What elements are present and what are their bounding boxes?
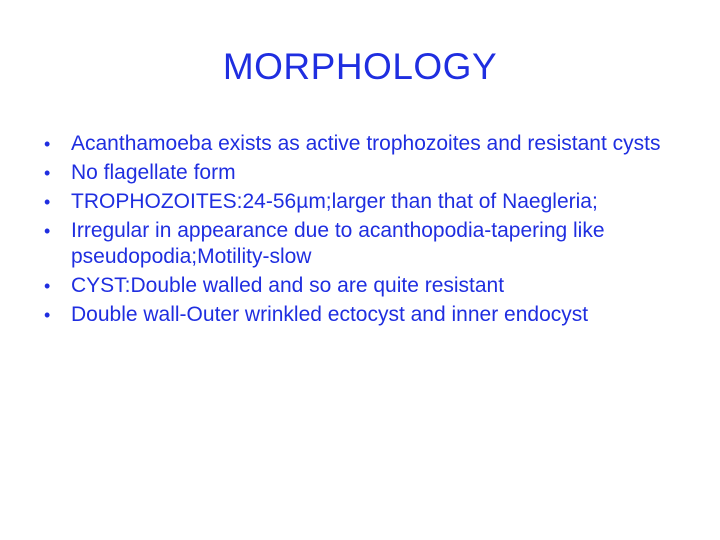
bullet-dot-icon: • — [44, 163, 51, 183]
bullet-text: CYST:Double walled and so are quite resistant — [71, 274, 505, 297]
bullet-text: Double wall-Outer wrinkled ectocyst and inner endocyst — [71, 303, 589, 326]
bullet-text: Acanthamoeba exists as active trophozoites and resistant cysts — [71, 132, 661, 155]
bullet-dot-icon: • — [44, 192, 51, 212]
bullet-dot-icon: • — [44, 134, 51, 154]
bullet-dot-icon: • — [44, 276, 51, 296]
bullet-item — [44, 131, 664, 157]
bullet-dot-icon: • — [44, 305, 51, 325]
bullet-list — [44, 131, 664, 331]
bullet-text: No flagellate form — [71, 161, 236, 184]
bullet-item — [44, 218, 664, 270]
bullet-text: TROPHOZOITES:24-56µm;larger than that of Naegleria; — [71, 190, 598, 213]
bullet-item — [44, 302, 664, 328]
bullet-item — [44, 160, 664, 186]
slide-title: MORPHOLOGY — [222, 46, 498, 87]
bullet-item — [44, 189, 664, 215]
bullet-text: Irregular in appearance due to acanthopodia-tapering like pseudopodia;Motility-slow — [71, 219, 605, 268]
bullet-dot-icon: • — [44, 221, 51, 241]
bullet-item — [44, 273, 664, 299]
